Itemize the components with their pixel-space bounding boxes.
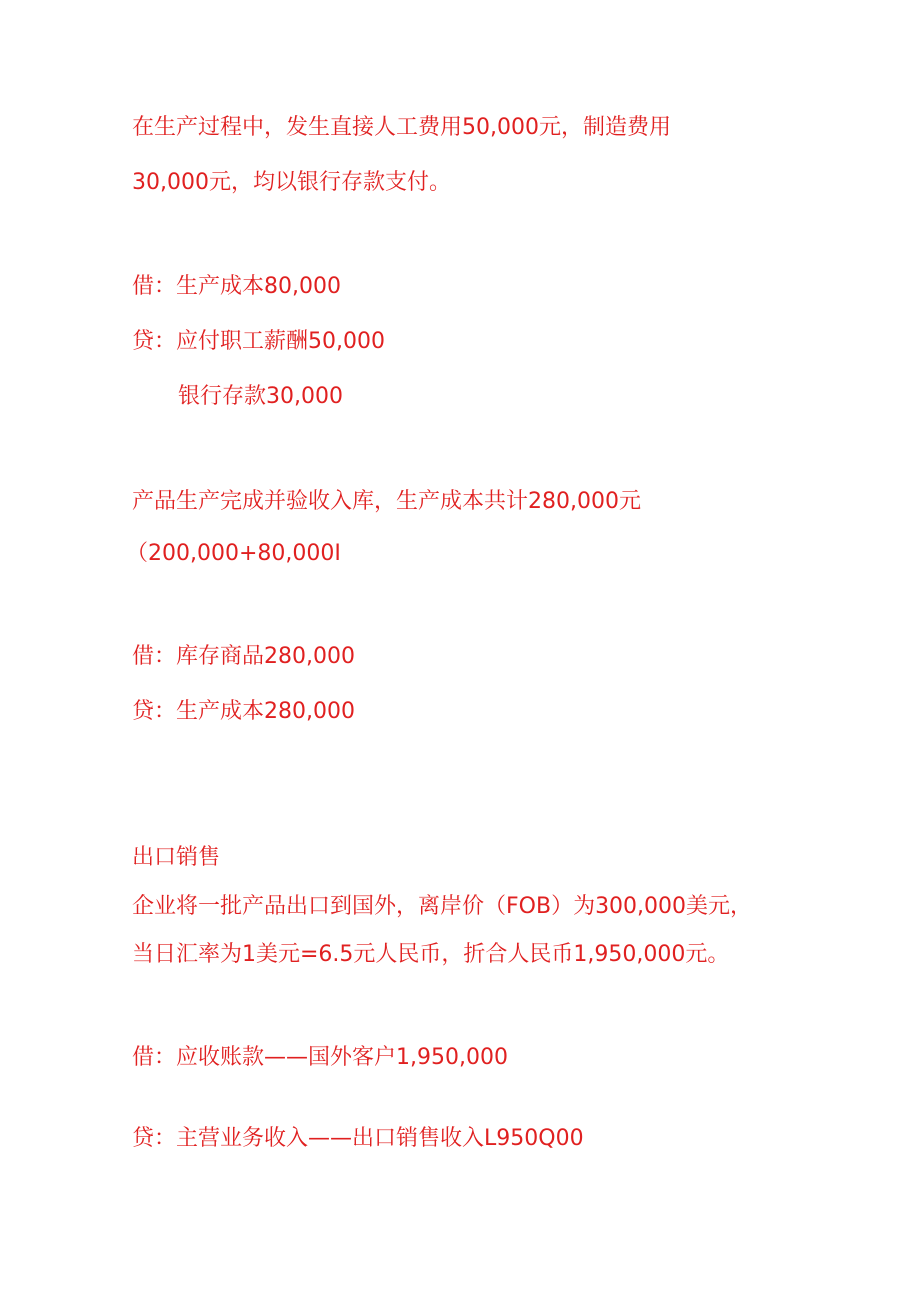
export-description-line-2: 当日汇率为1美元=6.5元人民币，折合人民币1,950,000元。 xyxy=(132,942,730,967)
warehousing-description-line-2: （200,000+80,000I xyxy=(126,541,341,566)
production-cost-description-line-2: 30,000元，均以银行存款支付。 xyxy=(132,170,451,195)
journal-credit-production-cost: 贷：生产成本280,000 xyxy=(132,699,355,724)
journal-credit-revenue: 贷：主营业务收入——出口销售收入L950Q00 xyxy=(132,1126,584,1151)
export-sales-heading: 出口销售 xyxy=(132,845,221,870)
journal-debit-receivable: 借：应收账款——国外客户1,950,000 xyxy=(132,1045,508,1070)
export-description-line-1: 企业将一批产品出口到国外，离岸价（FOB）为300,000美元， xyxy=(132,894,753,919)
warehousing-description-line-1: 产品生产完成并验收入库，生产成本共计280,000元 xyxy=(132,489,641,514)
journal-credit-bank-deposit: 银行存款30,000 xyxy=(178,384,343,409)
production-cost-description-line-1: 在生产过程中，发生直接人工费用50,000元，制造费用 xyxy=(132,115,671,140)
journal-debit-production-cost: 借：生产成本80,000 xyxy=(132,274,341,299)
journal-debit-inventory: 借：库存商品280,000 xyxy=(132,644,355,669)
journal-credit-payroll: 贷：应付职工薪酬50,000 xyxy=(132,329,385,354)
